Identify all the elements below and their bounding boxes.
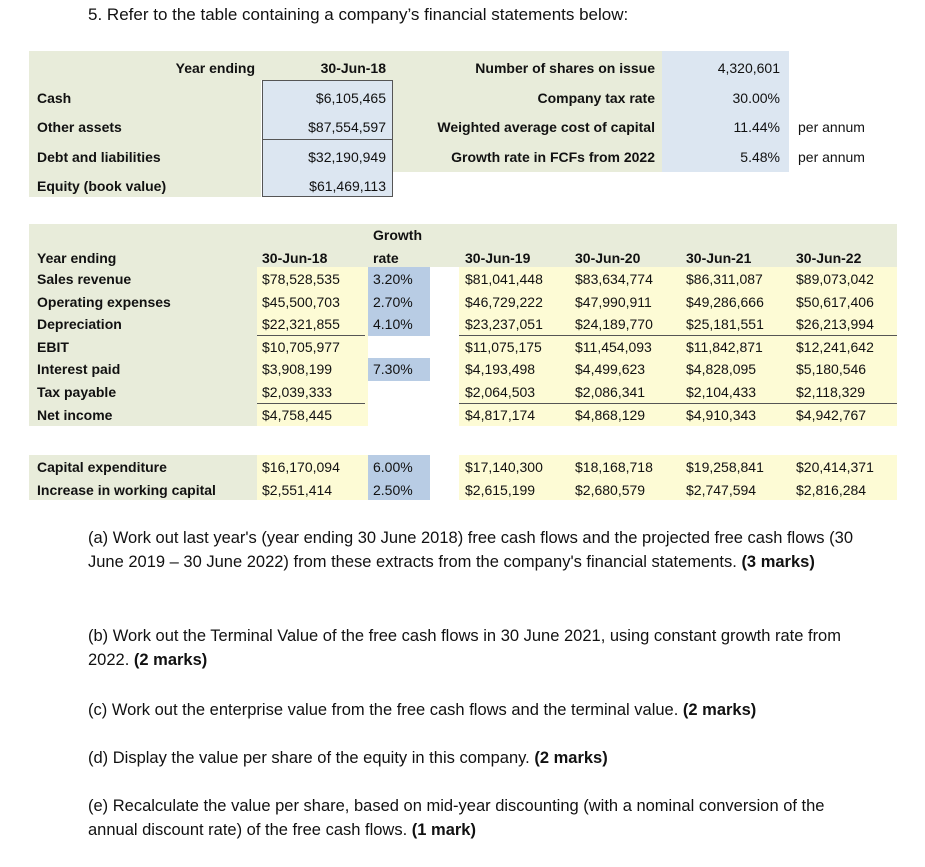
income-label-net: Net income bbox=[37, 407, 113, 423]
part-b-text: (b) Work out the Terminal Value of the free cash flows in 30 June 2021, using constant growth rate from 2022. bbox=[88, 627, 841, 669]
income-proj-sales: $83,634,774 bbox=[575, 271, 653, 287]
income-proj-sales: $81,041,448 bbox=[465, 271, 543, 287]
part-b bbox=[88, 624, 858, 672]
row-label-equity: Equity (book value) bbox=[37, 178, 167, 194]
param-unit-growth: per annum bbox=[798, 149, 865, 165]
income-proj-ebit: $11,842,871 bbox=[686, 339, 763, 355]
value-debt: $32,190,949 bbox=[308, 149, 386, 165]
income-base-interest: $3,908,199 bbox=[262, 361, 333, 377]
income-proj-interest: $4,193,498 bbox=[465, 361, 536, 377]
param-label-shares: Number of shares on issue bbox=[475, 60, 655, 76]
param-label-growth: Growth rate in FCFs from 2022 bbox=[451, 149, 655, 165]
income-proj-interest: $4,828,095 bbox=[686, 361, 757, 377]
income-proj-depreciation: $24,189,770 bbox=[575, 316, 653, 332]
income-rate-opex: 2.70% bbox=[373, 294, 413, 310]
part-d bbox=[88, 746, 858, 770]
value-equity: $61,469,113 bbox=[309, 178, 386, 194]
row-label-cash: Cash bbox=[37, 90, 72, 106]
proj-date-2020: 30-Jun-20 bbox=[575, 250, 641, 266]
income-proj-interest: $5,180,546 bbox=[796, 361, 867, 377]
part-c bbox=[88, 698, 858, 722]
top-year-label: Year ending bbox=[175, 60, 255, 76]
income-year-label: Year ending bbox=[37, 250, 117, 266]
value-cash: $6,105,465 bbox=[315, 90, 386, 106]
income-label-tax: Tax payable bbox=[37, 384, 117, 400]
proj-date-2022: 30-Jun-22 bbox=[796, 250, 862, 266]
question-number: 5. bbox=[88, 5, 103, 24]
income-base-net: $4,758,445 bbox=[262, 407, 333, 423]
income-proj-net: $4,817,174 bbox=[465, 407, 536, 423]
capex-rate-capital: 6.00% bbox=[373, 459, 413, 475]
income-proj-net: $4,942,767 bbox=[796, 407, 867, 423]
capex-proj-working: $2,615,199 bbox=[465, 482, 536, 498]
income-proj-opex: $50,617,406 bbox=[796, 294, 874, 310]
income-proj-net: $4,868,129 bbox=[575, 407, 646, 423]
income-label-opex: Operating expenses bbox=[37, 294, 171, 310]
capex-base-capital: $16,170,094 bbox=[262, 459, 340, 475]
growth-header-1: Growth bbox=[373, 227, 422, 243]
part-a-marks: (3 marks) bbox=[741, 553, 815, 571]
income-base-sales: $78,528,535 bbox=[262, 271, 340, 287]
income-label-interest: Interest paid bbox=[37, 361, 121, 377]
capex-proj-working: $2,747,594 bbox=[686, 482, 757, 498]
capex-proj-working: $2,680,579 bbox=[575, 482, 646, 498]
param-value-tax: 30.00% bbox=[732, 90, 780, 106]
income-proj-opex: $49,286,666 bbox=[686, 294, 764, 310]
growth-header-2: rate bbox=[373, 250, 399, 266]
income-proj-tax: $2,104,433 bbox=[686, 384, 757, 400]
capex-proj-capital: $19,258,841 bbox=[686, 459, 764, 475]
income-proj-depreciation: $23,237,051 bbox=[465, 316, 543, 332]
income-header-bg bbox=[29, 224, 897, 267]
capex-rate-working: 2.50% bbox=[373, 482, 413, 498]
income-label-ebit: EBIT bbox=[37, 339, 69, 355]
income-proj-sales: $86,311,087 bbox=[686, 271, 763, 287]
capex-proj-capital: $20,414,371 bbox=[796, 459, 874, 475]
part-a-text: (a) Work out last year's (year ending 30 June 2018) free cash flows and the projected free cash flows (30 June 2019 – 30 June 2022) from these extracts from the company's financial statements. bbox=[88, 529, 853, 571]
question-text: Refer to the table containing a company’s financial statements below: bbox=[106, 5, 629, 24]
capex-proj-working: $2,816,284 bbox=[796, 482, 867, 498]
param-value-growth: 5.48% bbox=[740, 149, 780, 165]
income-base-line-2 bbox=[257, 403, 365, 404]
income-base-tax: $2,039,333 bbox=[262, 384, 333, 400]
balance-divider bbox=[262, 139, 393, 140]
income-proj-ebit: $12,241,642 bbox=[796, 339, 874, 355]
param-value-wacc: 11.44% bbox=[733, 119, 780, 135]
param-label-wacc: Weighted average cost of capital bbox=[437, 119, 655, 135]
income-proj-tax: $2,064,503 bbox=[465, 384, 536, 400]
income-proj-line-2 bbox=[459, 403, 897, 404]
income-proj-interest: $4,499,623 bbox=[575, 361, 646, 377]
capex-label-working: Increase in working capital bbox=[37, 482, 216, 498]
income-base-ebit: $10,705,977 bbox=[262, 339, 340, 355]
capex-label-capital: Capital expenditure bbox=[37, 459, 167, 475]
income-proj-tax: $2,118,329 bbox=[796, 384, 866, 400]
income-proj-opex: $46,729,222 bbox=[465, 294, 543, 310]
part-d-text: (d) Display the value per share of the equity in this company. bbox=[88, 749, 530, 767]
capex-proj-capital: $18,168,718 bbox=[575, 459, 653, 475]
income-proj-line-1 bbox=[459, 335, 897, 336]
income-proj-ebit: $11,454,093 bbox=[575, 339, 652, 355]
income-proj-depreciation: $26,213,994 bbox=[796, 316, 874, 332]
income-base-date: 30-Jun-18 bbox=[262, 250, 328, 266]
income-label-sales: Sales revenue bbox=[37, 271, 132, 287]
income-rate-sales: 3.20% bbox=[373, 271, 413, 287]
income-base-opex: $45,500,703 bbox=[262, 294, 340, 310]
income-base-depreciation: $22,321,855 bbox=[262, 316, 340, 332]
income-label-depreciation: Depreciation bbox=[37, 316, 122, 332]
income-proj-sales: $89,073,042 bbox=[796, 271, 874, 287]
part-a bbox=[88, 526, 858, 574]
capex-proj-capital: $17,140,300 bbox=[465, 459, 543, 475]
question-heading bbox=[88, 5, 628, 25]
row-label-other-assets: Other assets bbox=[37, 119, 122, 135]
income-base-line-1 bbox=[257, 335, 365, 336]
part-c-marks: (2 marks) bbox=[682, 701, 757, 719]
part-e-text: (e) Recalculate the value per share, based on mid-year discounting (with a nominal conversion of the annual discount rate) of the free cash flows. bbox=[88, 797, 825, 839]
income-proj-opex: $47,990,911 bbox=[575, 294, 652, 310]
top-date: 30-Jun-18 bbox=[320, 60, 386, 76]
part-c-text: (c) Work out the enterprise value from the free cash flows and the terminal value. bbox=[88, 701, 679, 719]
capex-base-working: $2,551,414 bbox=[262, 482, 333, 498]
part-b-marks: (2 marks) bbox=[133, 651, 208, 669]
proj-date-2019: 30-Jun-19 bbox=[465, 250, 531, 266]
param-unit-wacc: per annum bbox=[798, 119, 865, 135]
part-e-marks: (1 mark) bbox=[411, 821, 476, 839]
row-label-debt: Debt and liabilities bbox=[37, 149, 161, 165]
param-value-shares: 4,320,601 bbox=[717, 60, 780, 76]
income-proj-net: $4,910,343 bbox=[686, 407, 757, 423]
part-d-marks: (2 marks) bbox=[534, 749, 608, 767]
income-rate-interest: 7.30% bbox=[373, 361, 413, 377]
income-proj-tax: $2,086,341 bbox=[575, 384, 646, 400]
param-label-tax: Company tax rate bbox=[537, 90, 655, 106]
income-proj-ebit: $11,075,175 bbox=[465, 339, 542, 355]
income-proj-depreciation: $25,181,551 bbox=[686, 316, 764, 332]
value-other-assets: $87,554,597 bbox=[308, 119, 386, 135]
proj-date-2021: 30-Jun-21 bbox=[686, 250, 752, 266]
part-e bbox=[88, 794, 858, 842]
income-rate-depreciation: 4.10% bbox=[373, 316, 413, 332]
